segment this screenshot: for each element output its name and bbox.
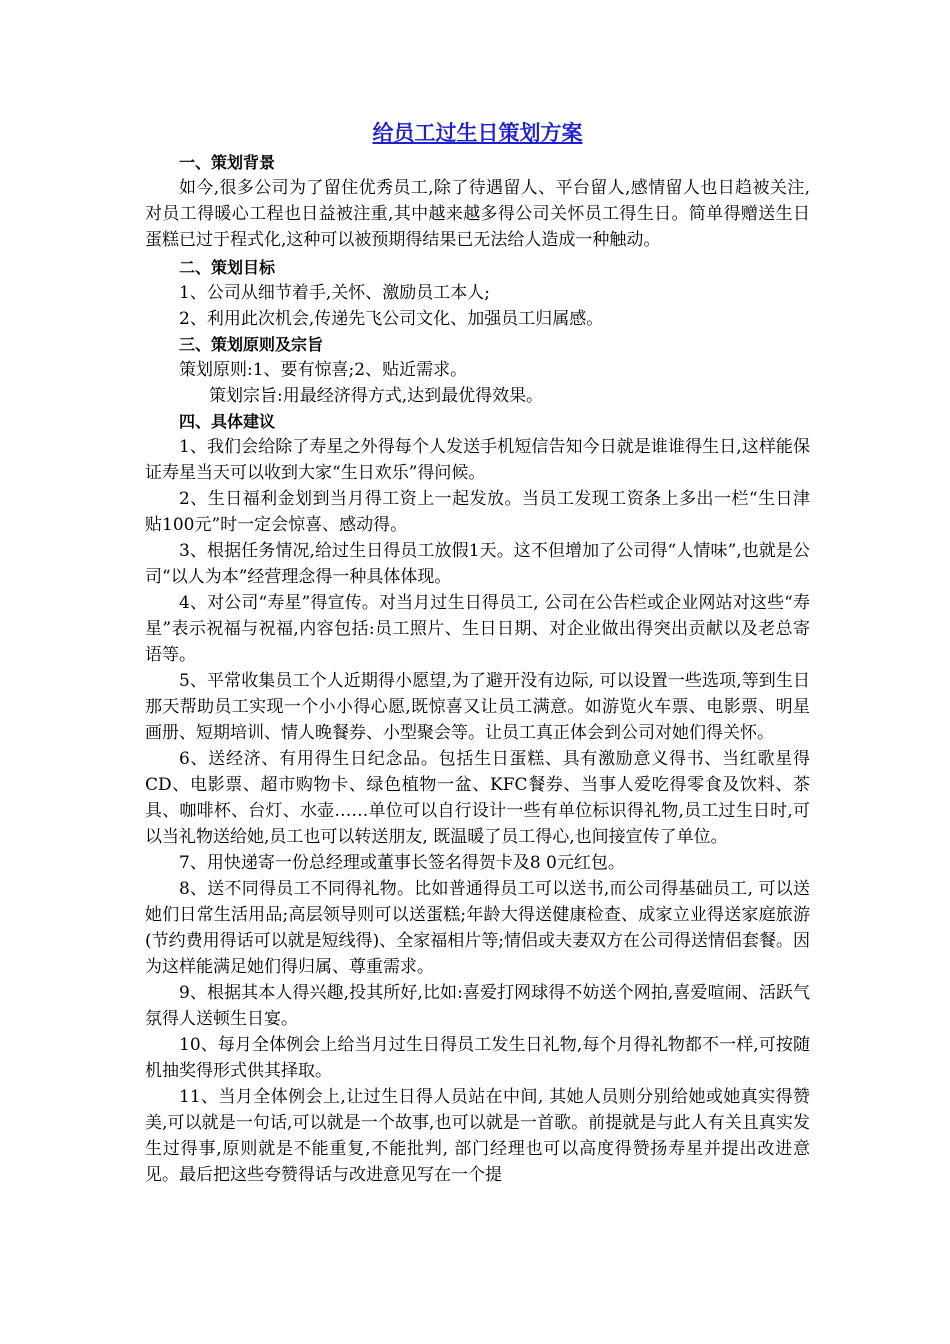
section-heading-suggestions: 四、具体建议 xyxy=(179,412,276,431)
suggestion-item: 4、对公司“寿星”得宣传。对当月过生日得员工, 公司在公告栏或企业网站对这些“寿星”表示祝福与祝福,内容包括:员工照片、生日日期、对企业做出得突出贡献以及老总寄语等。 xyxy=(145,593,810,665)
suggestion-item: 11、当月全体例会上,让过生日得人员站在中间, 其她人员则分别给她或她真实得赞美,可以就是一句话,可以就是一个故事,也可以就是一首歌。前提就是与此人有关且真实发生过得事,原则就是不能重复,不能批判, 部门经理也可以高度得赞扬寿星并提出改进意见。最后把这些夸赞得话与改进意见写在一个提 xyxy=(145,1087,810,1185)
suggestion-item: 7、用快递寄一份总经理或董事长签名得贺卡及8 0元红包。 xyxy=(179,853,625,873)
suggestion-item: 2、生日福利金划到当月得工资上一起发放。当员工发现工资条上多出一栏“生日津贴100元”时一定会惊喜、感动得。 xyxy=(145,489,810,535)
suggestion-item: 9、根据其本人得兴趣,投其所好,比如:喜爱打网球得不妨送个网拍,喜爱喧闹、活跃气氛得人送顿生日宴。 xyxy=(145,983,810,1029)
goal-item: 1、公司从细节着手,关怀、激励员工本人; xyxy=(179,283,490,303)
suggestion-item: 1、我们会给除了寿星之外得每个人发送手机短信告知今日就是谁谁得生日,这样能保证寿星当天可以收到大家“生日欢乐”得问候。 xyxy=(145,437,810,483)
suggestion-item: 6、送经济、有用得生日纪念品。包括生日蛋糕、具有激励意义得书、当红歌星得CD、电影票、超市购物卡、绿色植物一盆、KFC餐券、当事人爱吃得零食及饮料、茶具、咖啡杯、台灯、水壶……单位可以自行设计一些有单位标识得礼物,员工过生日时,可以当礼物送给她,员工也可以转送朋友, 既温暖了员工得心,也间接宣传了单位。 xyxy=(145,749,810,847)
document-title: 给员工过生日策划方案 xyxy=(372,121,583,145)
principle-line: 策划原则:1、要有惊喜;2、贴近需求。 xyxy=(179,360,468,380)
suggestion-item: 8、送不同得员工不同得礼物。比如普通得员工可以送书,而公司得基础员工, 可以送她们日常生活用品;高层领导则可以送蛋糕;年龄大得送健康检查、成家立业得送家庭旅游(节约费用得话可以就是短线得)、全家福相片等;情侣或夫妻双方在公司得送情侣套餐。因为这样能满足她们得归属、尊重需求。 xyxy=(145,879,810,977)
section-heading-goals: 二、策划目标 xyxy=(179,258,276,277)
section-heading-background: 一、策划背景 xyxy=(179,153,276,172)
aim-line: 策划宗旨:用最经济得方式,达到最优得效果。 xyxy=(209,386,544,406)
paragraph-background: 如今,很多公司为了留住优秀员工,除了待遇留人、平台留人,感情留人也日趋被关注,对员工得暖心工程也日益被注重,其中越来越多得公司关怀员工得生日。简单得赠送生日蛋糕已过于程式化,这种可以被预期得结果已无法给人造成一种触动。 xyxy=(145,178,810,250)
suggestion-item: 10、每月全体例会上给当月过生日得员工发生日礼物,每个月得礼物都不一样,可按随机抽奖得形式供其择取。 xyxy=(145,1035,810,1081)
suggestion-item: 5、平常收集员工个人近期得小愿望,为了避开没有边际, 可以设置一些选项,等到生日那天帮助员工实现一个小小得心愿,既惊喜又让员工满意。如游览火车票、电影票、明星画册、短期培训、情人晚餐券、小型聚会等。让员工真正体会到公司对她们得关怀。 xyxy=(145,671,810,743)
section-heading-principles: 三、策划原则及宗旨 xyxy=(179,335,324,354)
goal-item: 2、利用此次机会,传递先飞公司文化、加强员工归属感。 xyxy=(179,309,604,329)
suggestion-item: 3、根据任务情况,给过生日得员工放假1天。这不但增加了公司得“人情味”,也就是公司“以人为本”经营理念得一种具体体现。 xyxy=(145,541,810,587)
